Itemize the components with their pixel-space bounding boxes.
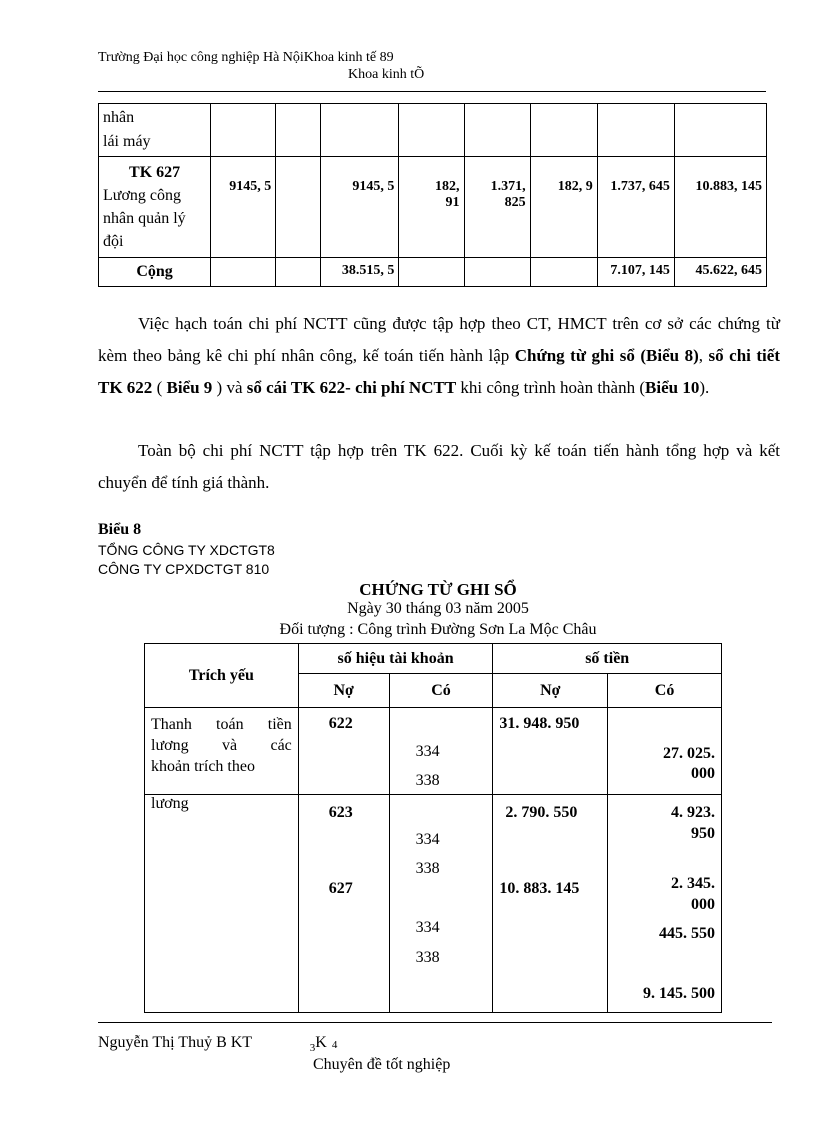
credit-amount: 950 bbox=[691, 825, 715, 842]
row-label: nhân lái máy bbox=[99, 104, 211, 157]
header-line-2: Khoa kinh tÕ bbox=[348, 67, 425, 82]
cell-value: 182, 91 bbox=[399, 157, 464, 258]
table-row bbox=[145, 795, 722, 1013]
footer-rule bbox=[98, 1022, 772, 1023]
debit-account: 622 bbox=[328, 715, 353, 732]
header-credit-acc: Có bbox=[389, 674, 493, 708]
paragraph-2: Toàn bộ chi phí NCTT tập hợp trên TK 622. Cuối kỳ kế toán tiến hành tổng hợp và kết chuyển để tính giá thành. bbox=[98, 441, 780, 492]
header-amount: số tiền bbox=[493, 644, 722, 674]
header-credit-amt: Có bbox=[608, 674, 722, 708]
salary-table bbox=[98, 103, 767, 287]
header-line-1: Trường Đại học công nghiệp Hà NộiKhoa kinh tế 89 bbox=[98, 50, 394, 65]
voucher-object: Đối tượng : Công trình Đường Sơn La Mộc Châu bbox=[279, 621, 597, 638]
header-debit-amt: Nợ bbox=[493, 674, 608, 708]
table-header-row bbox=[145, 644, 722, 674]
total-c7: 7.107, 145 bbox=[597, 258, 674, 287]
footer-author: Nguyễn Thị Thuỷ B KT $_3$K 4 bbox=[98, 1034, 338, 1054]
company-name: CÔNG TY CPXDCTGT 810 bbox=[98, 561, 270, 577]
paragraph-1: Việc hạch toán chi phí NCTT cũng được tập hợp theo CT, HMCT trên cơ sở các chứng từ kèm theo bảng kê chi phí nhân công, kế toán tiến hành lập Chứng từ ghi sổ (Biểu 8), sổ chi tiết TK 622 ( Biểu 9 ) và sổ cái TK 622- chi phí NCTT khi công trình hoàn thành (Biểu 10). bbox=[98, 314, 780, 397]
footer-doc-title: Chuyên đề tốt nghiệp bbox=[313, 1056, 451, 1073]
cell-value: 182, 9 bbox=[530, 157, 597, 258]
summary-cell: lương bbox=[145, 795, 299, 1013]
total-c8: 45.622, 645 bbox=[674, 258, 766, 287]
debit-amount: 31. 948. 950 bbox=[499, 715, 580, 732]
header-rule bbox=[98, 91, 766, 92]
bieu-label: Biểu 8 bbox=[98, 521, 142, 538]
header-account-no: số hiệu tài khoản bbox=[298, 644, 493, 674]
voucher-table bbox=[144, 643, 722, 1013]
credit-amount: 000 bbox=[691, 765, 715, 782]
debit-amount: 10. 883. 145 bbox=[499, 880, 580, 897]
header-debit-acc: Nợ bbox=[298, 674, 389, 708]
credit-account: 334 bbox=[415, 919, 440, 936]
row-label-tk627: TK 627 Lương công nhân quản lý đội bbox=[99, 157, 211, 258]
table-row-total bbox=[99, 258, 767, 287]
cell-value: 9145, 5 bbox=[321, 157, 399, 258]
credit-account: 334 bbox=[415, 743, 440, 760]
credit-account: 338 bbox=[415, 860, 440, 877]
credit-account: 334 bbox=[415, 831, 440, 848]
credit-amount: 000 bbox=[691, 896, 715, 913]
cell-value: 1.737, 645 bbox=[597, 157, 674, 258]
credit-amount: 27. 025. bbox=[663, 745, 715, 762]
credit-amount: 445. 550 bbox=[659, 925, 715, 942]
credit-account: 338 bbox=[415, 772, 440, 789]
table-row bbox=[99, 157, 767, 258]
cell-value: 1.371, 825 bbox=[464, 157, 530, 258]
voucher-date: Ngày 30 tháng 03 năm 2005 bbox=[347, 600, 529, 617]
voucher-title: CHỨNG TỪ GHI SỔ bbox=[359, 580, 517, 599]
company-parent: TỔNG CÔNG TY XDCTGT8 bbox=[98, 542, 275, 558]
table-row bbox=[99, 104, 767, 157]
credit-amount: 9. 145. 500 bbox=[643, 985, 715, 1002]
debit-account: 627 bbox=[328, 880, 353, 897]
table-row bbox=[145, 708, 722, 795]
cell-value bbox=[276, 157, 321, 258]
debit-account: 623 bbox=[328, 804, 353, 821]
summary-cell: Thanh toán tiền lương và các khoản trích theo bbox=[145, 708, 299, 795]
header-summary: Trích yếu bbox=[145, 644, 299, 708]
total-c3: 38.515, 5 bbox=[321, 258, 399, 287]
credit-amount: 2. 345. bbox=[671, 875, 715, 892]
total-label: Cộng bbox=[99, 258, 211, 287]
credit-amount: 4. 923. bbox=[671, 804, 715, 821]
cell-value: 10.883, 145 bbox=[674, 157, 766, 258]
credit-account: 338 bbox=[415, 949, 440, 966]
debit-amount: 2. 790. 550 bbox=[505, 804, 578, 821]
cell-value: 9145, 5 bbox=[211, 157, 276, 258]
